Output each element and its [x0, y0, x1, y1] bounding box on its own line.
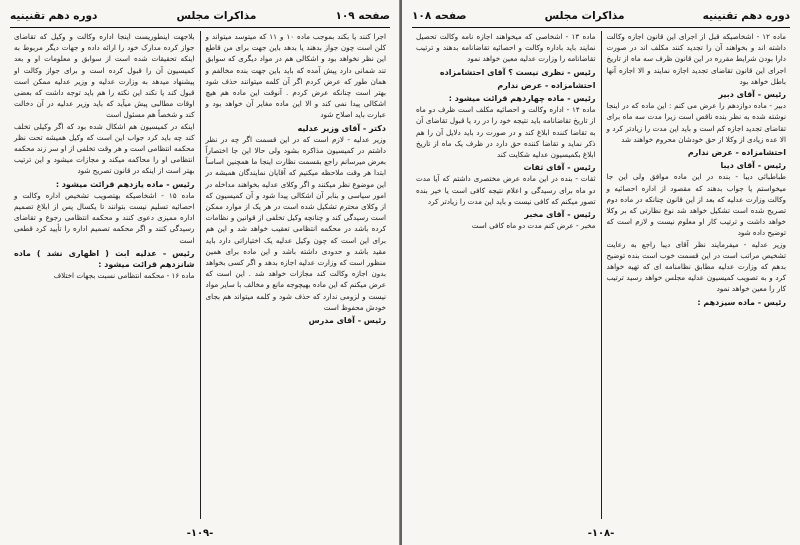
- header-rule: [412, 27, 790, 28]
- speaker-heading: رئیس - عدلیه ابت ( اظهاری نشد ) ماده شانزدهم قرائت میشود :: [14, 248, 195, 270]
- page-folio: -۱۰۹-: [186, 528, 214, 539]
- paragraph: طباطبائی دیبا - بنده در این ماده موافق ولی این جا میخواستم یا جواب بدهند که مقصود از اداره احصائیه و وکالت وزارت عدلیه که بعد از این قانون چنانکه در ماده دوم تصریح شده است تشکیل خواهد شد نوع نظارتی که بر وکلا خواهد داشت و ترتیب کار او معلوم نیست و لازم است که توضیح داده شود: [606, 172, 786, 238]
- header-title: مذاکرات مجلس: [176, 10, 257, 22]
- page-folio: -۱۰۸-: [587, 528, 615, 539]
- header-rule: [10, 27, 390, 28]
- header-page-number: صفحه ۱۰۹: [335, 10, 390, 22]
- article-text: ماده ۱۳ - اشخاصی که میخواهند اجازه نامه وکالت تحصیل نمایند باید باداره وکالت و احصائیه تقاضانامه بدهند و ترتیب تقاضانامه را وزارت عدلیه معین خواهد نمود: [416, 32, 596, 64]
- speaker-heading: رئیس - آقای دیبا: [720, 161, 786, 171]
- paragraph: بلاجهت اینطوریست اینجا اداره وکالت و وکیل که تقاضای جواز کرده مدارک خود را ارائه داده و جهات دیگر مربوط به اینکه تحقیقات شده است از سوابق و معلومات او و بعد کمیسیون آن را قبول کرده است و برای جواز وکالت او پیشنهاد میدهد به وزارت عدلیه و وزیر عدلیه ممکن است قبول کند یا نکند این نکته را هم باید توجه داشت که بعضی اوقات مطالبی پیش میآید که باید وزیر عدلیه در آن دخالت کند و شخصاً هم مسئول است: [14, 32, 195, 120]
- page-header: [10, 8, 390, 24]
- column-left: [411, 31, 601, 519]
- column-right: [602, 31, 792, 519]
- speaker-heading: رئیس - آقای ثقات: [523, 163, 596, 173]
- text-columns: [411, 31, 791, 519]
- column-left: [9, 31, 200, 519]
- paragraph: ثقات - بنده در این ماده عرض مختصری داشتم که آیا مدت دو ماه برای رسیدگی و اعلام نتیجه کافی است یا خیر بنده تصور میکنم که کافی نیست و باید این مدت را زیادتر کرد: [416, 174, 596, 206]
- speaker-heading: رئیس - ماده چهاردهم قرائت میشود :: [448, 94, 596, 104]
- speaker-heading: احتشامزاده - عرض ندارم: [497, 80, 596, 90]
- paragraph: وزیر عدلیه - میفرمایند نظر آقای دیبا راجع به رعایت تشخیص مراتب است در این قسمت خوب است بنده توضیح بدهم که وزارت عدلیه مطابق نظامنامه ای که تهیه خواهد کرد و به تصویب کمیسیون عدلیه مجلس خواهد رسید ترتیب کار را معین خواهد نمود: [606, 239, 786, 294]
- article-text: ماده ۱۴ - اداره وکالت و احصائیه مکلف است ظرف دو ماه از تاریخ تقاضانامه باید نتیجه خود را در رد یا قبول تقاضای آن به تقاضا کننده ابلاغ کند و در صورت رد باید دلایل آن را هم ذکر نماید و تقاضا کننده حق دارد در ظرف یک ماه از تاریخ ابلاغ بکمیسیون عدلیه شکایت کند: [416, 105, 596, 160]
- speaker-heading: رئیس - آقای مدرس: [308, 316, 386, 326]
- speaker-heading: احتشامزاده - عرض ندارم: [687, 148, 786, 158]
- speaker-heading: رئیس - ماده سیزدهم :: [697, 297, 786, 307]
- header-page-number: صفحه ۱۰۸: [412, 10, 467, 22]
- speaker-heading: رئیس - آقای مخبر: [524, 210, 596, 220]
- page-108: [402, 0, 800, 545]
- speaker-heading: رئیس - ماده یازدهم قرائت میشود :: [55, 179, 195, 189]
- page-header: [412, 8, 790, 24]
- article-text: ماده ۱۵ - اشخاصیکه بهتصویب تشخیص اداره وکالت و احصائیه تسلیم نیست بتوانند تا یکسال پس از ابلاغ تصمیم اداره ممیزی دعوی کنند و محکمه انتظامی رجوع و تقاضای رسیدگی کنند و اگر محکمه تصمیم اداره را تأیید کرد قطعی است: [14, 190, 195, 245]
- paragraph: وزیر عدلیه - لازم است که در این قسمت اگر چه در نظر داشتم در کمیسیون مذاکره بشود ولی حالا این جا اختصاراً بعرض میرسانم راجع بقسمت نظارت اینجا ما همچنین اساساً ابتدا هر وقت ملاحظه میکنیم که آقایان نمایندگان همیشه در این موضوع نظر میکنند و اگر وکلای عدلیه بخواهند مداخله در امور سیاسی و بنابر آن اشکالی پیدا شود و آن کمیسیون که از وکلای محترم تشکیل شده است در هر یک از موارد ممکن است رسیدگی کند و چنانچه وکیل تخلفی از قوانین و نظامات کرده باشد در محکمه انتظامی تعقیب خواهد شد و این هم برای این است که چون وکیل عدلیه یک اختیاراتی دارد باید مقید باشد و حدودی داشته باشد و این ماده برای همین منظور است که وزارت عدلیه اجازه بدهد و اگر کسی بخواهد بدون اجازه وکالت کند مجازات خواهد شد . این است که عرض میکنم که این ماده بهیچوجه مانع و مخالف با سایر مواد نیست و لزومی ندارد که حذف شود و کلمه میتواند هم بجای خودش محفوظ است: [205, 134, 386, 312]
- header-title: مذاکرات مجلس: [544, 10, 625, 22]
- header-session: دوره دهم تقنینیه: [10, 10, 98, 22]
- speaker-heading: رئیس - نظری نیست ؟ آقای احتشامزاده: [439, 67, 596, 77]
- article-text: ماده ۱۶ - محکمه انتظامی نسبت بجهات اختلاف: [53, 271, 195, 281]
- paragraph: مخبر - عرض کنم مدت دو ماه کافی است: [471, 221, 596, 231]
- paragraph: اجرا کنند یا بکند بموجب ماده ۱۰ و ۱۱ که میتوسد میتواند و کلن است چون جواز بدهند یا بدهد باین جهت برای من قاطع این نظر نخواهد بود و اشکالی هم در مواد دیگری که سوابق تند شمانی دارد پیش آمده که باید باین جهت بنده مخالفم و همان طور که عرض کردم اگر آن کلمه میتوانند حذف شود بهتر است چنانکه عرض کردم . آنوقت این ماده هم هیچ اشکالی پیدا نمی کند و الا این ماده مغایر آن خواهد بود و عبارت باید اصلاح شود: [205, 32, 386, 120]
- paragraph: دبیر - ماده دوازدهم را عرض می کنم : این ماده که در اینجا نوشته شده به نظر بنده ناقص است زیرا مدت سه ماه برای تقاضای تجدید اجازه کم است و باید این مدت را زیادتر کرد و الا عده زیادی از وکلا از حق خودشان محروم خواهند شد: [606, 101, 786, 144]
- speaker-heading: دکتر - آقای وزیر عدلیه: [297, 123, 386, 133]
- column-right: [201, 31, 392, 519]
- speaker-heading: رئیس - آقای دبیر: [718, 90, 786, 100]
- text-columns: [9, 31, 391, 519]
- paragraph: اینکه در کمیسیون هم اشکال شده بود که اگر وکیلی تخلف کند چه باید کرد جواب این است که وکیل همیشه تحت نظر محکمه انتظامی است و هر وقت تخلفی از او سر زند محکمه انتظامی او را محاکمه میکند و مجازات میشود و این ترتیب بهتر است از اینکه در قانون تصریح شود: [14, 121, 195, 176]
- article-text: ماده ۱۲ - اشخاصیکه قبل از اجرای این قانون اجازه وکالت داشته اند و بخواهند آن را تجدید کنند مکلف اند در صورت دارا بودن شرایط مقرره در این قانون ظرف سه ماه از تاریخ اجرای این قانون تقاضای تجدید اجازه نمایند و الا اجازه آنها باطل خواهد بود: [606, 32, 786, 86]
- header-session: دوره دهم تقنینیه: [702, 10, 790, 22]
